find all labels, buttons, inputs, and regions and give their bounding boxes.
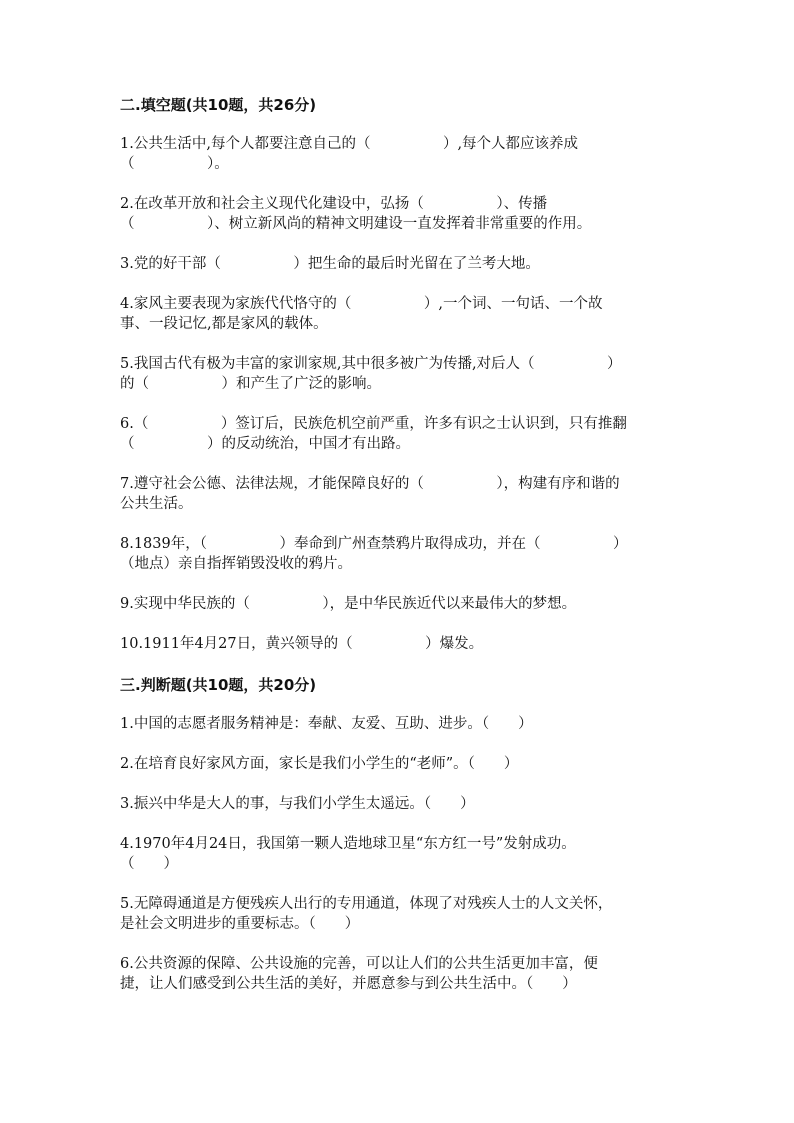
true-false-question-4 (120, 834, 675, 874)
true-false-question-2 (120, 754, 675, 774)
question-text-line: （ ） (120, 856, 178, 872)
true-false-question-5 (120, 894, 675, 934)
question-text-line: 是社会文明进步的重要标志。（ ） (120, 916, 360, 932)
question-text-line: 4.家风主要表现为家族代代恪守的（ ）,一个词、一句话、一个故 (120, 296, 603, 312)
question-text-line: 2.在培育良好家风方面，家长是我们小学生的“老师”。（ ） (120, 756, 519, 772)
question-text-line: （ ）的反动统治，中国才有出路。 (120, 436, 410, 452)
true-false-question-3 (120, 794, 675, 814)
question-text-line: 事、一段记忆,都是家风的载体。 (120, 316, 328, 332)
question-text-line: （地点）亲自指挥销毁没收的鸦片。 (120, 556, 352, 572)
question-text-line: 6.（ ）签订后，民族危机空前严重，许多有识之士认识到，只有推翻 (120, 416, 627, 432)
fill-in-question-3 (120, 254, 675, 274)
question-text-line: 3.党的好干部（ ）把生命的最后时光留在了兰考大地。 (120, 256, 540, 272)
fill-in-question-5 (120, 354, 675, 394)
fill-in-question-9 (120, 594, 675, 614)
fill-in-question-4 (120, 294, 675, 334)
question-text-line: 10.1911年4月27日，黄兴领导的（ ）爆发。 (120, 636, 484, 652)
question-text-line: 的（ ）和产生了广泛的影响。 (120, 376, 381, 392)
exam-content (120, 94, 675, 1014)
fill-in-question-1 (120, 134, 675, 174)
section-title-fill-in: 二.填空题(共10题，共26分) (120, 96, 317, 114)
question-text-line: 捷，让人们感受到公共生活的美好，并愿意参与到公共生活中。（ ） (120, 976, 577, 992)
question-text-line: （ ）、树立新风尚的精神文明建设一直发挥着非常重要的作用。 (120, 216, 592, 232)
question-text-line: 3.振兴中华是大人的事，与我们小学生太遥远。（ ） (120, 796, 475, 812)
question-text-line: 2.在改革开放和社会主义现代化建设中，弘扬（ ）、传播 (120, 196, 548, 212)
question-text-line: 6.公共资源的保障、公共设施的完善，可以让人们的公共生活更加丰富，便 (120, 956, 598, 972)
question-text-line: 1.公共生活中,每个人都要注意自己的（ ）,每个人都应该养成 (120, 136, 579, 152)
section-title-true-false: 三.判断题(共10题，共20分) (120, 676, 317, 694)
question-text-line: 8.1839年，（ ）奉命到广州查禁鸦片取得成功，并在（ ） (120, 536, 628, 552)
question-text-line: 5.我国古代有极为丰富的家训家规,其中很多被广为传播,对后人（ ） (120, 356, 622, 372)
fill-in-question-2 (120, 194, 675, 234)
true-false-question-list (120, 714, 675, 994)
fill-in-question-8 (120, 534, 675, 574)
fill-in-question-6 (120, 414, 675, 454)
question-text-line: 1.中国的志愿者服务精神是：奉献、友爱、互助、进步。（ ） (120, 716, 533, 732)
true-false-question-6 (120, 954, 675, 994)
fill-in-question-10 (120, 634, 675, 654)
question-text-line: （ ）。 (120, 156, 229, 172)
question-text-line: 5.无障碍通道是方便残疾人出行的专用通道，体现了对残疾人士的人文关怀， (120, 896, 613, 912)
question-text-line: 公共生活。 (120, 496, 193, 512)
fill-in-question-7 (120, 474, 675, 514)
true-false-question-1 (120, 714, 675, 734)
fill-in-question-list (120, 134, 675, 654)
question-text-line: 7.遵守社会公德、法律法规，才能保障良好的（ ），构建有序和谐的 (120, 476, 620, 492)
question-text-line: 4.1970年4月24日，我国第一颗人造地球卫星“东方红一号”发射成功。 (120, 836, 576, 852)
question-text-line: 9.实现中华民族的（ ），是中华民族近代以来最伟大的梦想。 (120, 596, 577, 612)
